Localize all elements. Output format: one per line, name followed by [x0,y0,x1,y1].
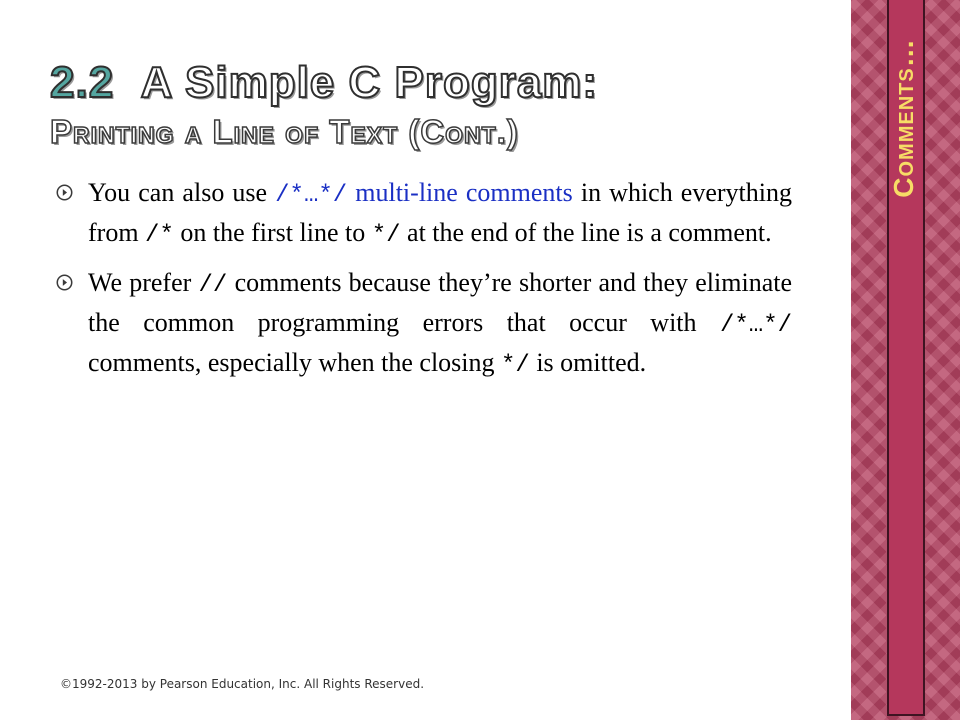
slide-title [50,58,850,150]
title-main-line [50,58,850,108]
text-segment: /*…*/ [719,312,792,339]
bullet-text [88,268,792,377]
circled-arrow-icon [56,184,73,201]
circled-arrow-icon [56,274,73,291]
bullet-item [56,174,792,254]
copyright-footer: ©1992-2013 by Pearson Education, Inc. All Rights Reserved. [60,677,425,691]
text-segment: comments, especially when the closing [88,348,502,377]
sidebar-label: Comments… [888,38,919,198]
text-segment: We prefer [88,268,199,297]
title-subtitle: Printing a Line of Text (Cont.) [50,113,519,150]
sidebar [851,0,960,720]
text-segment: on the first line to [173,218,372,247]
bullet-text [88,178,792,247]
text-segment: is omitted. [529,348,647,377]
text-segment: */ [501,352,530,379]
text-segment: // [198,272,228,299]
title-main-text: A Simple C Program: [140,58,599,107]
text-segment: at the end of the line is a comment. [400,218,772,247]
title-number: 2.2 [50,58,115,107]
text-segment: */ [371,222,401,249]
text-segment: /* [145,222,174,249]
slide-body [56,174,792,394]
text-segment: /*…*/ [275,182,348,209]
text-segment: multi-line comments [347,178,573,207]
text-segment: You can also use [88,178,276,207]
bullet-item [56,264,792,384]
text-segment: comments because they’re shorter and they eliminate the common programming errors that occur with [88,268,792,337]
text-segment: in which everything from [88,178,792,247]
